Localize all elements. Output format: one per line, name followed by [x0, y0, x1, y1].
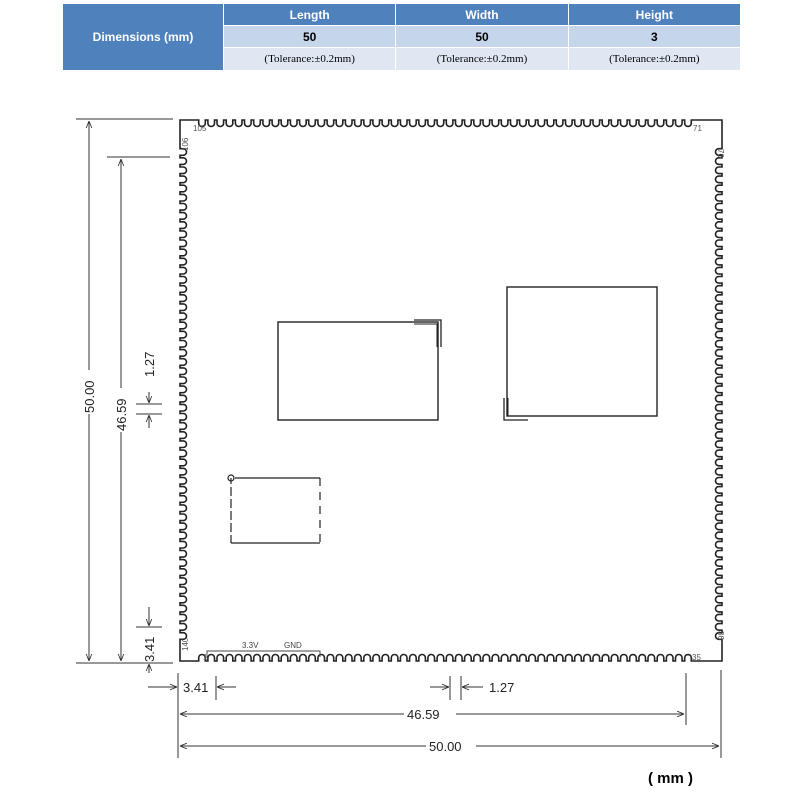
dim-left-pitch: 1.27	[142, 351, 157, 377]
chip-small	[228, 475, 320, 543]
pin-label-36: 36	[716, 631, 725, 640]
dim-left-inner: 46.59	[114, 398, 129, 431]
silkscreen-3v3: 3.3V	[242, 641, 259, 650]
pin-label-1: 1	[203, 653, 208, 662]
width-header: Width	[396, 4, 568, 26]
dim-left-outer: 50.00	[82, 380, 97, 413]
chip-left	[278, 320, 441, 420]
unit-label: ( mm )	[648, 770, 693, 787]
pin-label-105: 105	[193, 124, 207, 133]
length-value: 50	[224, 26, 396, 48]
pin-label-35: 35	[692, 653, 701, 662]
chip-right	[504, 287, 657, 420]
height-value: 3	[568, 26, 740, 48]
dim-bottom-inner: 46.59	[407, 707, 440, 722]
pin-label-71: 71	[693, 124, 702, 133]
width-tolerance: (Tolerance:±0.2mm)	[396, 48, 568, 71]
module-outline	[180, 120, 722, 661]
length-header: Length	[224, 4, 396, 26]
pin-label-70: 70	[716, 149, 725, 158]
dimensions-row-label: Dimensions (mm)	[63, 4, 224, 71]
dim-bottom-outer: 50.00	[429, 739, 462, 754]
dim-left-edge: 3.41	[142, 636, 157, 662]
height-tolerance: (Tolerance:±0.2mm)	[568, 48, 740, 71]
dim-bottom-pitch: 1.27	[489, 680, 515, 695]
width-value: 50	[396, 26, 568, 48]
silkscreen-gnd: GND	[284, 641, 302, 650]
pin-label-140: 140	[181, 637, 190, 651]
dim-bottom-edge: 3.41	[183, 680, 209, 695]
length-tolerance: (Tolerance:±0.2mm)	[224, 48, 396, 71]
height-header: Height	[568, 4, 740, 26]
pin-label-106: 106	[181, 137, 190, 151]
